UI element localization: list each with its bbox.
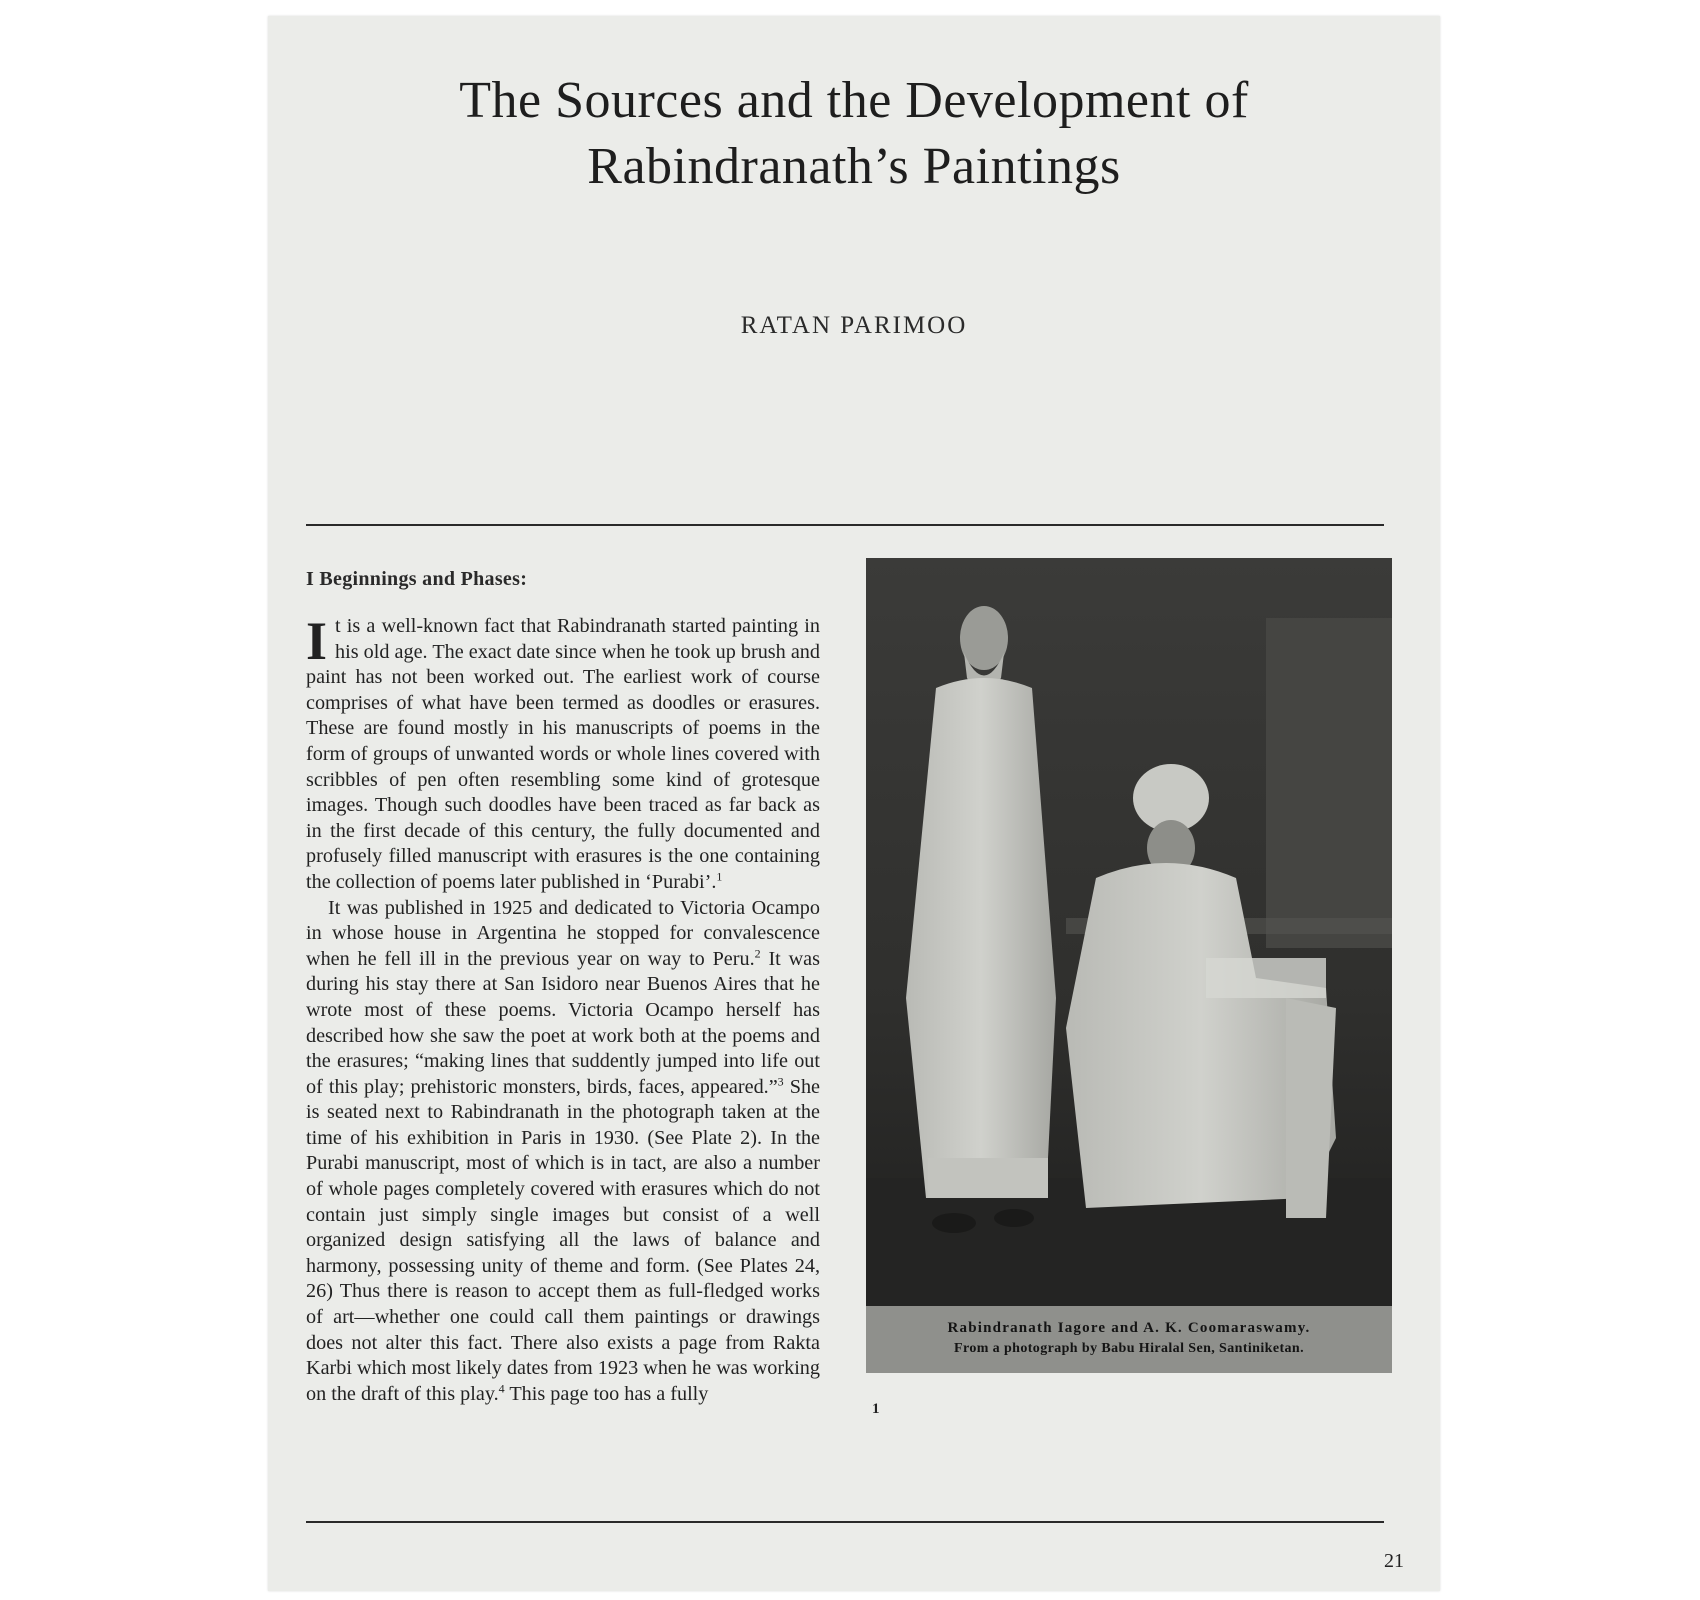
footnote-ref-3: 3 bbox=[777, 1073, 784, 1088]
caption-credit: From a photograph by Babu Hiralal Sen, Santiniketan. bbox=[954, 1341, 1304, 1356]
article-title bbox=[268, 68, 1440, 200]
top-rule-divider bbox=[306, 524, 1384, 526]
body-text-column bbox=[306, 614, 820, 1514]
drop-cap: I bbox=[306, 614, 328, 671]
title-line-2: Rabindranath’s Paintings bbox=[587, 138, 1121, 195]
paragraph-2-text-c: She is seated next to Rabindranath in the photograph taken at the time of his exhibition in Paris in 1930. (See Plate 2). In the Purabi manuscript, most of which is in tact, are also a number of whole pages completely covered with erasures which do not contain just simply single images but consist of a well organized design satisfying all the laws of balance and harmony, possessing unity of theme and form. (See Plates 24, 26) Thus there is reason to accept them as full-fledged works of art—whether one could call them paintings or drawings does not alter this fact. There also exists a page from Rakta Karbi which most likely dates from 1923 when he was working on the draft of this play. bbox=[306, 1075, 820, 1405]
section-heading: I Beginnings and Phases: bbox=[306, 568, 528, 590]
book-page bbox=[268, 16, 1440, 1591]
plate-photograph bbox=[866, 558, 1392, 1373]
page-number: 21 bbox=[1384, 1550, 1404, 1572]
footnote-ref-2: 2 bbox=[754, 945, 761, 960]
title-line-1: The Sources and the Development of bbox=[459, 72, 1249, 129]
plate-number: 1 bbox=[872, 1401, 880, 1417]
paragraph-2-text-a: It was published in 1925 and dedicated to Victoria Ocampo in whose house in Argentina he stopped for convalescence when he fell ill in the previous year on way to Peru. bbox=[306, 896, 820, 970]
caption-title: Rabindranath Iagore and A. K. Coomaraswamy. bbox=[947, 1320, 1311, 1336]
paragraph-2-text-d: This page too has a fully bbox=[504, 1382, 709, 1405]
paragraph-2 bbox=[306, 896, 820, 1408]
photo-two-men-portrait bbox=[866, 558, 1392, 1306]
paragraph-2-text-b: It was during his stay there at San Isidoro near Buenos Aires that he wrote most of these poems. Victoria Ocampo herself has described how she saw the poet at work both at the poems and the erasures; “making lines that suddently jumped into life out of this play; prehistoric monsters, birds, faces, appeared.” bbox=[306, 947, 820, 1098]
plate-caption bbox=[866, 1306, 1392, 1373]
paragraph-1 bbox=[306, 614, 820, 896]
author-name: RATAN PARIMOO bbox=[740, 312, 968, 339]
footnote-ref-4: 4 bbox=[498, 1381, 505, 1396]
bottom-rule-divider bbox=[306, 1521, 1384, 1523]
footnote-ref-1: 1 bbox=[716, 869, 723, 884]
paragraph-1-text: t is a well-known fact that Rabindranath started painting in his old age. The exact date since when he took up brush and paint has not been worked out. The earliest work of course comprises of what have been termed as doodles or erasures. These are found mostly in his manuscripts of poems in the form of groups of unwanted words or whole lines covered with scribbles of pen often resembling some kind of grotesque images. Though such doodles have been traced as far back as in the first decade of this century, the fully documented and profusely filled manuscript with erasures is the one containing the collection of poems later published in ‘Purabi’. bbox=[306, 615, 820, 893]
